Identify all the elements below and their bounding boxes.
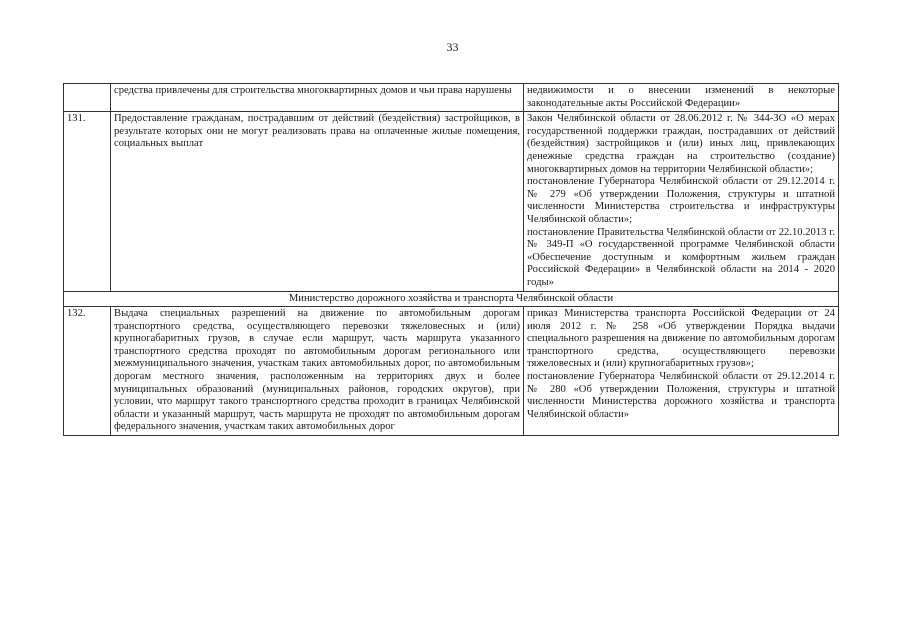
legal-basis bbox=[524, 112, 839, 291]
legal-basis-item: постановление Губернатора Челябинской области от 29.12.2014 г. № 279 «Об утверждении Положения, структуры и штатной численности Министерства строительства и инфраструктуры Челябинской области»; bbox=[527, 176, 835, 225]
service-description: Выдача специальных разрешений на движение по автомобильным дорогам транспортного средства, осуществляющего перевозки тяжеловесных и (или) крупногабаритных грузов, в случае если маршрут, часть маршрута указанного транспортного средства проходят по автомобильным дорогам регионального или межмуниципального значения, участкам таких автомобильных дорог, по автомобильным дорогам местного значения, расположенным на территориях двух и более муниципальных образований (муниципальных районов, городских округов), при условии, что маршрут такого транспортного средства проходит в границах Челябинской области и указанный маршрут, часть маршрута не проходят по автомобильным дорогам федерального значения, участкам таких автомобильных дорог bbox=[111, 307, 524, 436]
legal-basis-item: постановление Губернатора Челябинской области от 29.12.2014 г. № 280 «Об утверждении Положения, структуры и штатной численности Министерства дорожного хозяйства и транспорта Челябинской области» bbox=[527, 371, 835, 420]
services-table bbox=[63, 83, 839, 436]
section-header-row bbox=[64, 291, 839, 307]
legal-basis-item: Закон Челябинской области от 28.06.2012 г. № 344-ЗО «О мерах государственной поддержки граждан, пострадавших от действий (бездействия) застройщиков и (или) иных лиц, привлекающих денежные средства граждан на строительство (создание) многоквартирных домов на территории Челябинской области»; bbox=[527, 113, 835, 175]
legal-basis bbox=[524, 84, 839, 112]
section-title: Министерство дорожного хозяйства и транспорта Челябинской области bbox=[64, 291, 839, 307]
service-description: Предоставление гражданам, пострадавшим от действий (бездействия) застройщиков, в результате которых они не могут реализовать права на оплаченные жилые помещения, социальных выплат bbox=[111, 112, 524, 291]
row-number bbox=[64, 84, 111, 112]
row-number: 131. bbox=[64, 112, 111, 291]
legal-basis bbox=[524, 307, 839, 436]
service-description: средства привлечены для строительства многоквартирных домов и чьи права нарушены bbox=[111, 84, 524, 112]
legal-basis-item: недвижимости и о внесении изменений в некоторые законодательные акты Российской Федерации» bbox=[527, 85, 835, 109]
table-row bbox=[64, 112, 839, 291]
table-row bbox=[64, 307, 839, 436]
legal-basis-item: постановление Правительства Челябинской области от 22.10.2013 г. № 349-П «О государственной программе Челябинской области «Обеспечение доступным и комфортным жильем граждан Российской Федерации» в Челябинской области на 2014 - 2020 годы» bbox=[527, 226, 835, 288]
table-row bbox=[64, 84, 839, 112]
page-number: 33 bbox=[446, 40, 459, 54]
legal-basis-item: приказ Министерства транспорта Российской Федерации от 24 июля 2012 г. № 258 «Об утверждении Порядка выдачи специального разрешения на движение по автомобильным дорогам транспортного средства, осуществляющего перевозки тяжеловесных и (или) крупногабаритных грузов»; bbox=[527, 308, 835, 370]
row-number: 132. bbox=[64, 307, 111, 436]
